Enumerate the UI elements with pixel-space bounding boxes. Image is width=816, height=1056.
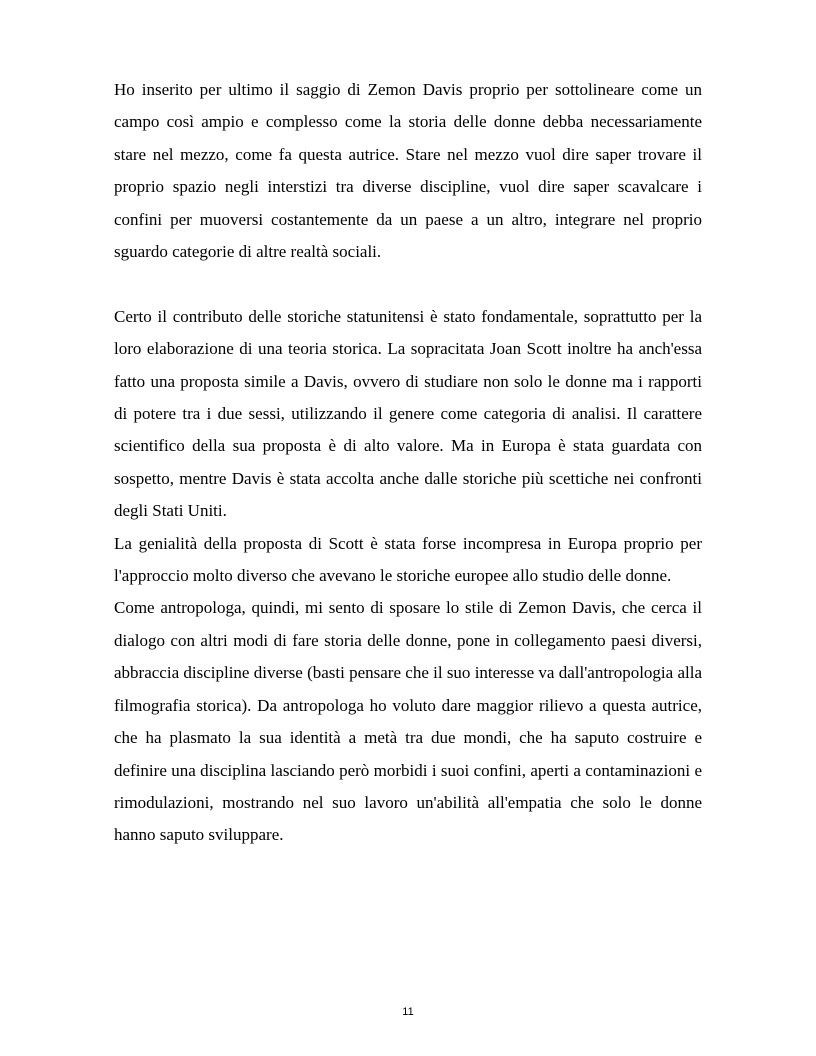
page-number: 11: [402, 1006, 414, 1018]
paragraph-scott-proposal: La genialità della proposta di Scott è stata forse incompresa in Europa proprio per l'approccio molto diverso che avevano le storiche europee allo studio delle donne.: [114, 533, 702, 586]
paragraph-spacer: [114, 268, 702, 300]
text-body: [114, 74, 702, 852]
paragraph-zemon-davis-intro: Ho inserito per ultimo il saggio di Zemon Davis proprio per sottolineare come un campo così ampio e complesso come la storia delle donne debba necessariamente stare nel mezzo, come fa questa autrice. Stare nel mezzo vuol dire saper trovare il proprio spazio negli interstizi tra diverse discipline, vuol dire saper scavalcare i confini per muoversi costantemente da un paese a un altro, integrare nel proprio sguardo categorie di altre realtà sociali.: [114, 80, 702, 262]
paragraph-anthropologist-view: Come antropologa, quindi, mi sento di sposare lo stile di Zemon Davis, che cerca il dialogo con altri modi di fare storia delle donne, pone in collegamento paesi diversi, abbraccia discipline diverse (basti pensare che il suo interesse va dall'antropologia alla filmografia storica). Da antropologa ho voluto dare maggior rilievo a questa autrice, che ha plasmato la sua identità a metà tra due mondi, che ha saputo costruire e definire una disciplina lasciando però morbidi i suoi confini, aperti a contaminazioni e rimodulazioni, mostrando nel suo lavoro un'abilità all'empatia che solo le donne hanno saputo sviluppare.: [114, 598, 702, 845]
paragraph-us-historians: Certo il contributo delle storiche statunitensi è stato fondamentale, soprattutto per la loro elaborazione di una teoria storica. La sopracitata Joan Scott inoltre ha anch'essa fatto una proposta simile a Davis, ovvero di studiare non solo le donne ma i rapporti di potere tra i due sessi, utilizzando il genere come categoria di analisi. Il carattere scientifico della sua proposta è di alto valore. Ma in Europa è stata guardata con sospetto, mentre Davis è stata accolta anche dalle storiche più scettiche nei confronti degli Stati Uniti.: [114, 306, 702, 521]
